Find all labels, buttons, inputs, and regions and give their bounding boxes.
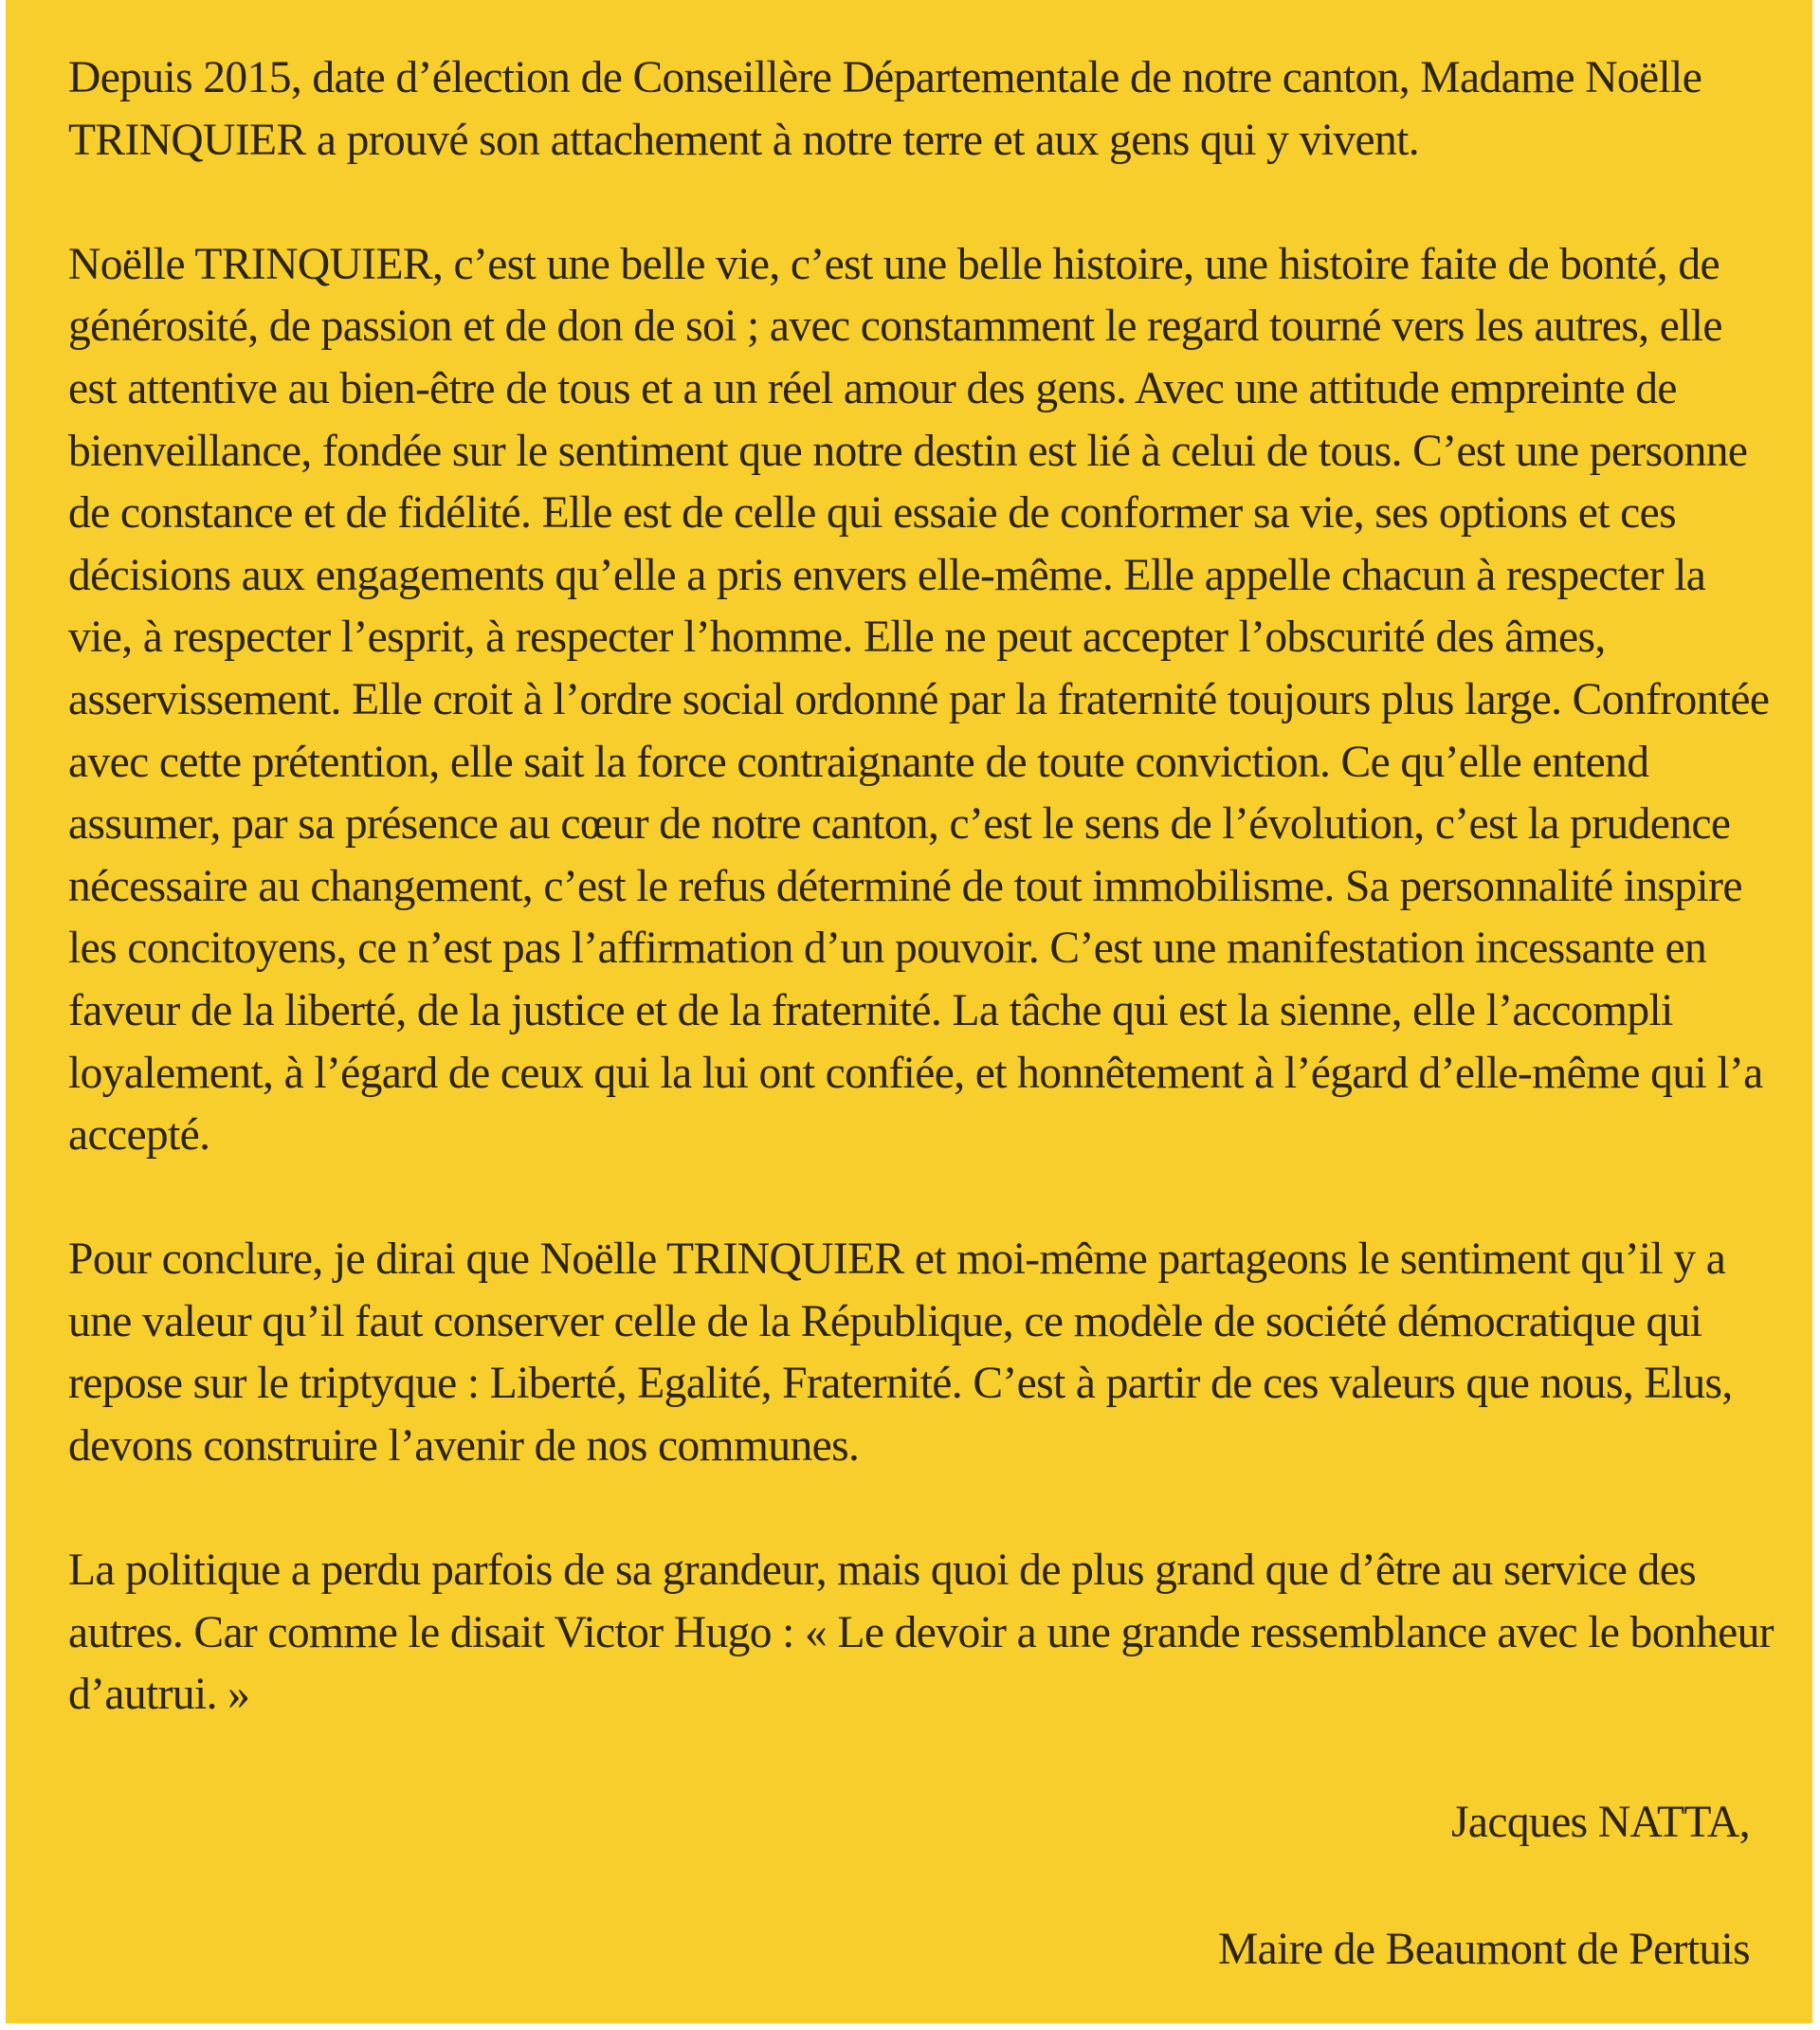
paragraph-portrait: Noëlle TRINQUIER, c’est une belle vie, c’est une belle histoire, une histoire faite de bonté, de générosité, de passion et de don de soi ; avec constamment le regard tourné vers les autres, elle est attentive au bien-être de tous et a un réel amour des gens. Avec une attitude empreinte de bienveillance, fondée sur le sentiment que notre destin est lié à celui de tous. C’est une personne de constance et de fidélité. Elle est de celle qui essaie de conformer sa vie, ses options et ces décisions aux engagements qu’elle a pris envers elle-même. Elle appelle chacun à respecter la vie, à respecter l’esprit, à respecter l’homme. Elle ne peut accepter l’obscurité des âmes, asservissement. Elle croit à l’ordre social ordonné par la fraternité toujours plus large. Confrontée avec cette prétention, elle sait la force contraignante de toute conviction. Ce qu’elle entend assumer, par sa présence au cœur de notre canton, c’est le sens de l’évolution, c’est la prudence nécessaire au changement, c’est le refus déterminé de tout immobilisme. Sa personnalité inspire les concitoyens, ce n’est pas l’affirmation d’un pouvoir. C’est une manifestation incessante en faveur de la liberté, de la justice et de la fraternité. La tâche qui est la sienne, elle l’accompli loyalement, à l’égard de ceux qui la lui ont confiée, et honnêtement à l’égard d’elle-même qui l’a accepté. [68,239,1770,1161]
signature-name: Jacques NATTA, [1451,1798,1750,1847]
letter-sheet [6,0,1812,2023]
letter-body [68,47,1774,1789]
paragraph-quote: La politique a perdu parfois de sa grandeur, mais quoi de plus grand que d’être au service des autres. Car comme le disait Victor Hugo : « Le devoir a une grande ressemblance avec le bonheur d’autrui. » [68,1545,1774,1720]
signature-title: Maire de Beaumont de Pertuis [1218,1925,1750,1974]
paragraph-conclusion: Pour conclure, je dirai que Noëlle TRINQUIER et moi-même partageons le sentiment qu’il y a une valeur qu’il faut conserver celle de la République, ce modèle de société démocratique qui repose sur le triptyque : Liberté, Egalité, Fraternité. C’est à partir de ces valeurs que nous, Elus, devons construire l’avenir de nos communes. [68,1234,1733,1472]
paragraph-intro: Depuis 2015, date d’élection de Conseillère Départementale de notre canton, Madame Noëlle TRINQUIER a prouvé son attachement à notre terre et aux gens qui y vivent. [68,53,1702,165]
